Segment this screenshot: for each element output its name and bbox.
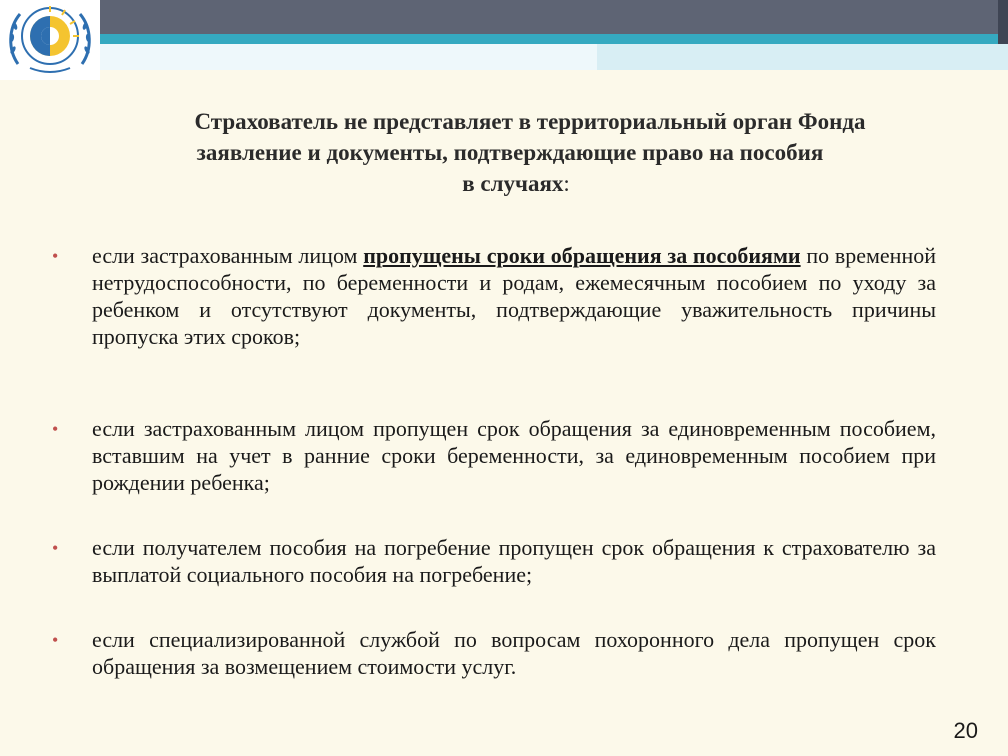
header-light-band-right: [597, 44, 1008, 70]
bullet-4-text: если специализированной службой по вопросам похоронного дела пропущен срок обращения за возмещением стоимости услуг.: [92, 627, 936, 679]
header-bar-edge: [998, 0, 1008, 44]
header-accent-bar: [100, 34, 998, 44]
title-line-1: Страхователь не представляет в территориальный орган Фонда: [194, 109, 866, 134]
title-line-2: заявление и документы, подтверждающие право на пособия: [196, 140, 824, 165]
header-light-band: [100, 44, 597, 70]
list-item: [92, 534, 936, 588]
bullet-2-text: если застрахованным лицом пропущен срок обращения за единовременным пособием, вставшим на учет в ранние сроки беременности, за единовременным пособием при рождении ребенка;: [92, 416, 936, 495]
header-bar: [100, 0, 1000, 34]
bullet-1-text-end: по временной нетрудоспособности, по беременности и родам, ежемесячным пособием по уходу за ребенком и отсутствуют документы, подтверждающие уважительность причины пропуска этих сроков;: [92, 243, 937, 349]
bullet-marker: •: [52, 630, 59, 650]
fss-emblem-icon: [4, 2, 96, 78]
title-colon: :: [563, 171, 570, 196]
bullet-marker: •: [52, 246, 59, 266]
list-item: [92, 242, 936, 350]
page-number: 20: [953, 718, 978, 743]
title-line-3-text: в случаях: [462, 171, 564, 196]
bullet-1-emphasis: пропущены сроки обращения за пособиями: [363, 243, 801, 268]
logo: [0, 0, 100, 80]
slide-title: [60, 106, 960, 199]
title-line-3: [60, 168, 960, 199]
bullet-marker: •: [52, 419, 59, 439]
bullet-3-text: если получателем пособия на погребение пропущен срок обращения к страхователю за выплатой социального пособия на погребение;: [92, 535, 936, 587]
list-item: [92, 626, 936, 680]
bullet-1-text-start: если застрахованным лицом: [92, 243, 364, 268]
bullet-marker: •: [52, 538, 59, 558]
list-item: [92, 415, 936, 496]
